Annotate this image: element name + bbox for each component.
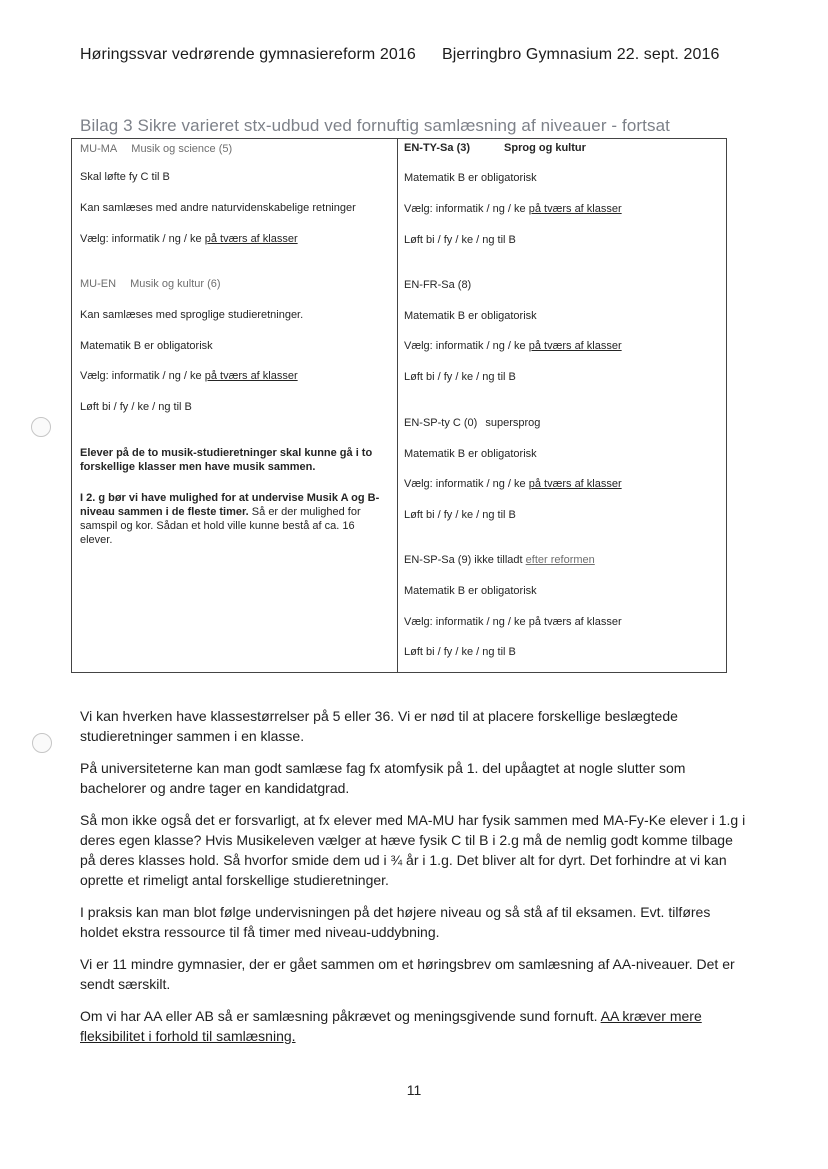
en-ty-math: Matematik B er obligatorisk bbox=[404, 172, 537, 184]
mu-en-choice bbox=[80, 369, 298, 383]
en-sp-sa-note: ikke tilladt bbox=[471, 554, 526, 566]
en-fr-math: Matematik B er obligatorisk bbox=[404, 310, 537, 322]
en-ty-title: Sprog og kultur bbox=[504, 142, 586, 154]
en-ty-lift: Løft bi / fy / ke / ng til B bbox=[404, 234, 516, 246]
music-note-1: Elever på de to musik-studieretninger skal kunne gå i to forskellige klasser men have musik sammen. bbox=[80, 447, 373, 473]
en-sp-sa-choice: Vælg: informatik / ng / ke på tværs af klasser bbox=[404, 616, 622, 628]
mu-en-title: Musik og kultur (6) bbox=[130, 278, 221, 290]
en-sp-sa-math: Matematik B er obligatorisk bbox=[404, 585, 537, 597]
music-note-2-rest: Så er der mulighed for samspil og kor. Sådan et hold ville kunne bestå af ca. 16 elever. bbox=[80, 506, 361, 546]
en-sp-c-code: EN-SP-ty C (0) bbox=[404, 417, 478, 429]
en-sp-sa-heading bbox=[404, 553, 595, 567]
music-note-2 bbox=[80, 491, 380, 547]
mu-en-line-1: Kan samlæses med sproglige studieretninger. bbox=[80, 309, 304, 321]
table-column-divider bbox=[397, 139, 398, 672]
header-left: Høringssvar vedrørende gymnasiereform 2016 bbox=[80, 46, 416, 63]
en-sp-c-choice bbox=[404, 477, 622, 491]
en-ty-choice-link[interactable]: på tværs af klasser bbox=[528, 203, 622, 215]
en-sp-c-choice-text: Vælg: informatik / ng / ke bbox=[404, 478, 529, 490]
paragraph-conclusion bbox=[80, 1006, 752, 1046]
mu-en-choice-text: Vælg: informatik / ng / ke bbox=[80, 370, 205, 382]
en-sp-c-choice-link[interactable]: på tværs af klasser bbox=[528, 478, 622, 490]
en-fr-choice-text: Vælg: informatik / ng / ke bbox=[404, 340, 529, 352]
punch-hole-mark bbox=[31, 417, 51, 437]
mu-en-choice-link[interactable]: på tværs af klasser bbox=[204, 370, 298, 382]
en-sp-c-math: Matematik B er obligatorisk bbox=[404, 448, 537, 460]
mu-ma-code: MU-MA bbox=[80, 143, 118, 155]
conclusion-link[interactable]: AA kræver mere fleksibilitet i forhold til samlæsning. bbox=[80, 1008, 702, 1044]
en-sp-sa-note-link[interactable]: efter reformen bbox=[525, 554, 595, 566]
en-fr-lift: Løft bi / fy / ke / ng til B bbox=[404, 371, 516, 383]
en-ty-choice-text: Vælg: informatik / ng / ke bbox=[404, 203, 529, 215]
en-fr-choice-link[interactable]: på tværs af klasser bbox=[528, 340, 622, 352]
en-sp-c-lift: Løft bi / fy / ke / ng til B bbox=[404, 509, 516, 521]
paragraph-consultation-letter: Vi er 11 mindre gymnasier, der er gået sammen om et høringsbrev om samlæsning af AA-niveauer. Det er sendt særskilt. bbox=[80, 956, 735, 992]
paragraph-physics-example: Så mon ikke også det er forsvarligt, at fx elever med MA-MU har fysik sammen med MA-Fy-Ke elever i 1.g i deres egen klasse? Hvis Musikeleven vælger at hæve fysik C til B i 2.g må de nemlig godt komme tilbage på deres klasses hold. Så hvorfor smide dem ud i ¾ år i 1.g. Det bliver alt for dyrt. Det forhindre at vi kan oprette et rimeligt antal forskellige studieretninger. bbox=[80, 812, 746, 888]
en-fr-code: EN-FR-Sa (8) bbox=[404, 279, 472, 291]
punch-hole-mark bbox=[32, 733, 52, 753]
appendix-title: Bilag 3 Sikre varieret stx-udbud ved fornuftig samlæsning af niveauer - fortsat bbox=[80, 116, 670, 135]
en-sp-c-title: supersprog bbox=[485, 417, 541, 429]
mu-en-code: MU-EN bbox=[80, 278, 117, 290]
conclusion-text: Om vi har AA eller AB så er samlæsning påkrævet og meningsgivende sund fornuft. bbox=[80, 1008, 601, 1024]
en-sp-sa-code: EN-SP-Sa (9) bbox=[404, 554, 472, 566]
header-right: Bjerringbro Gymnasium 22. sept. 2016 bbox=[442, 46, 720, 63]
mu-ma-line-2: Kan samlæses med andre naturvidenskabelige retninger bbox=[80, 202, 356, 214]
en-sp-c-heading bbox=[404, 416, 540, 430]
study-programs-table bbox=[71, 138, 727, 673]
paragraph-universities: På universiteterne kan man godt samlæse fag fx atomfysik på 1. del upåagtet at nogle slutter som bachelorer og andre tager en kandidatgrad. bbox=[80, 760, 686, 796]
page-number: 11 bbox=[406, 1082, 422, 1098]
mu-ma-choice bbox=[80, 232, 298, 246]
en-ty-choice bbox=[404, 202, 622, 216]
mu-ma-heading bbox=[80, 142, 232, 156]
mu-en-heading bbox=[80, 277, 221, 291]
mu-ma-title: Musik og science (5) bbox=[131, 143, 233, 155]
mu-ma-choice-text: Vælg: informatik / ng / ke bbox=[80, 233, 205, 245]
paragraph-practice: I praksis kan man blot følge undervisningen på det højere niveau og så stå af til eksamen. Evt. tilføres holdet ekstra ressource til få timer med niveau-uddybning. bbox=[80, 904, 711, 940]
paragraph-class-sizes: Vi kan hverken have klassestørrelser på 5 eller 36. Vi er nød til at placere forskellige beslægtede studieretninger sammen i en klasse. bbox=[80, 708, 678, 744]
mu-ma-choice-link[interactable]: på tværs af klasser bbox=[204, 233, 298, 245]
music-note-2-bold: I 2. g bør vi have mulighed for at undervise Musik A og B-niveau sammen i de fleste timer. bbox=[80, 492, 380, 518]
en-ty-heading bbox=[404, 141, 586, 155]
en-ty-code: EN-TY-Sa (3) bbox=[404, 142, 471, 154]
mu-ma-line-1: Skal løfte fy C til B bbox=[80, 171, 170, 183]
en-sp-sa-lift: Løft bi / fy / ke / ng til B bbox=[404, 646, 516, 658]
mu-en-lift: Løft bi / fy / ke / ng til B bbox=[80, 401, 192, 413]
en-fr-choice bbox=[404, 339, 622, 353]
mu-en-line-2: Matematik B er obligatorisk bbox=[80, 340, 213, 352]
